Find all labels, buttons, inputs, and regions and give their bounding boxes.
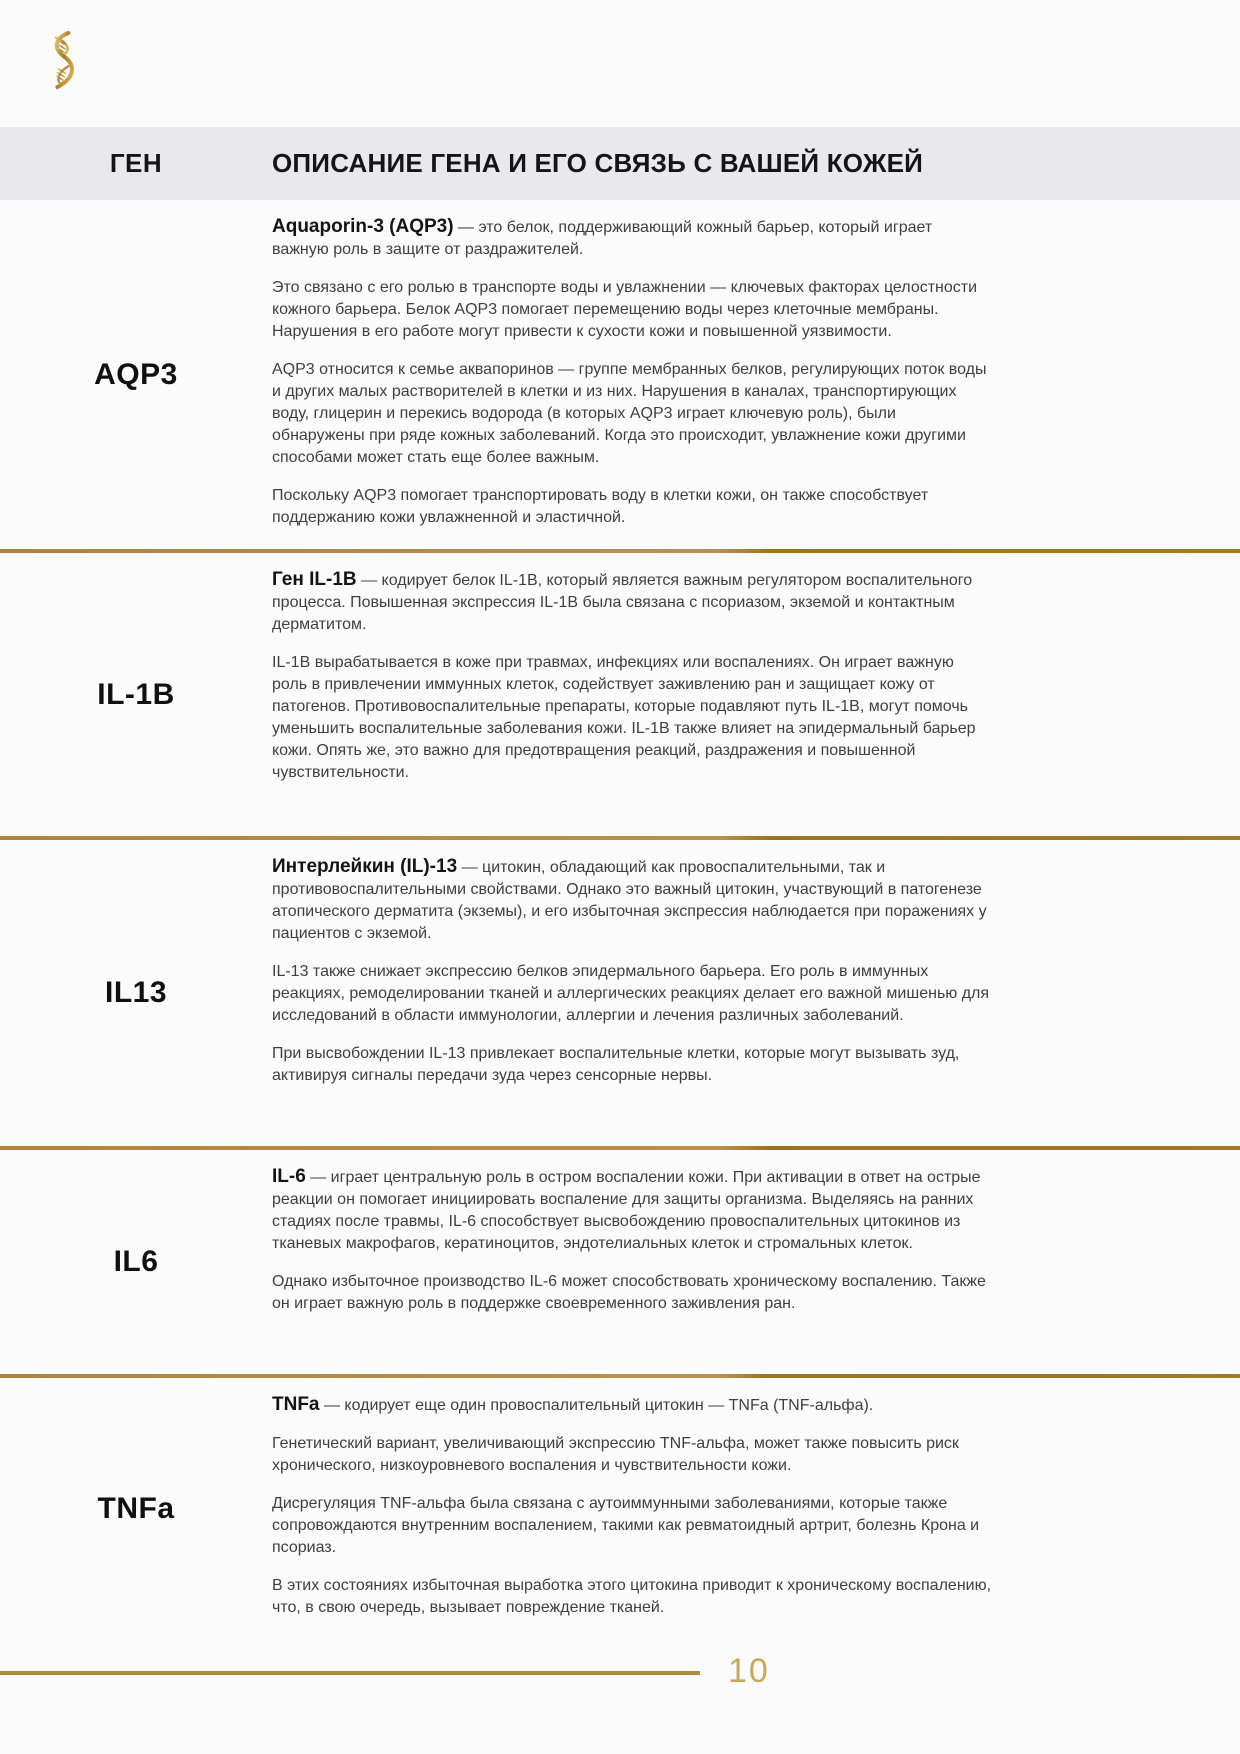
gene-description-paragraph: Aquaporin-3 (AQP3) — это белок, поддерживающий кожный барьер, который играет важную роль в защите от раздражителей. [272,216,933,258]
gene-row-il1b [0,553,1240,840]
gene-description [272,840,992,1146]
gene-description-paragraph: Ген IL-1B — кодирует белок IL-1B, который является важным регулятором воспалительного процесса. Повышенная экспрессия IL-1B была связана с псориазом, экземой и контактным дерматитом. [272,569,973,633]
page-footer [0,1652,1240,1700]
gene-name-label: IL-1B [97,677,175,711]
gene-lead-text: Интерлейкин (IL)-13 [272,856,458,877]
gene-description-paragraph: При высвобождении IL-13 привлекает воспалительные клетки, которые могут вызывать зуд, активируя сигналы передачи зуда через сенсорные нервы. [272,1045,960,1084]
page-number: 10 [728,1652,770,1690]
gene-description-paragraph: IL-13 также снижает экспрессию белков эпидермального барьера. Его роль в иммунных реакциях, ремоделировании тканей и аллергических реакциях делает его важной мишенью для исследований в области иммунологии, аллергии и лечения различных заболеваний. [272,963,990,1024]
gene-name-label: IL6 [113,1245,159,1278]
gene-name-label: IL13 [104,976,168,1009]
gene-description-paragraph: Однако избыточное производство IL-6 может способствовать хроническому воспалению. Также он играет важную роль в поддержке своевременного заживления ран. [272,1273,986,1312]
gene-name-label: TNFa [97,1492,175,1525]
gene-description-paragraph: TNFa — кодирует еще один провоспалительный цитокин — TNFa (TNF-альфа). [272,1394,874,1415]
gene-description-paragraph: Поскольку AQP3 помогает транспортировать воду в клетки кожи, он также способствует поддержанию кожи увлажненной и эластичной. [272,487,929,526]
gene-row-il6 [0,1150,1240,1378]
gene-description-paragraph: AQP3 относится к семье аквапоринов — группе мембранных белков, регулирующих поток воды и других малых растворителей в клетки и из них. Нарушения в каналах, транспортирующих воду, глицерин и перекись водорода (в которых AQP3 играет ключевую роль), были обнаружены при ряде кожных заболеваний. Когда это происходит, увлажнение кожи другими способами может стать еще более важным. [272,361,987,466]
gene-description-paragraph: IL-6 — играет центральную роль в остром воспалении кожи. При активации в ответ на острые реакции он помогает инициировать воспаление для защиты организма. Выделяясь на ранних стадиях после травмы, IL-6 способствует высвобождению провоспалительных цитокинов из тканевых макрофагов, кератиноцитов, эндотелиальных клеток и стромальных клеток. [272,1166,981,1252]
table-header-gene: ГЕН [109,148,163,178]
gene-description [272,1378,992,1640]
gene-lead-text: Aquaporin-3 (AQP3) [272,216,454,237]
table-header [0,127,1240,200]
gene-row-il13 [0,840,1240,1150]
gene-description [272,1150,992,1374]
gene-table-body [0,200,1240,1640]
gene-description-paragraph: Генетический вариант, увеличивающий экспрессию TNF-альфа, может также повысить риск хронического, низкоуровневого воспаления и чувствительности кожи. [272,1435,959,1474]
gene-row-tnfa [0,1378,1240,1640]
gene-description-paragraph: IL-1B вырабатывается в коже при травмах, инфекциях или воспалениях. Он играет важную роль в привлечении иммунных клеток, содействует заживлению ран и защищает кожу от патогенов. Противовоспалительные препараты, которые подавляют путь IL-1B, могут помочь уменьшить воспалительные заболевания кожи. IL-1B также влияет на эпидермальный барьер кожи. Опять же, это важно для предотвращения реакций, раздражения и повышенной чувствительности. [272,654,976,781]
gene-lead-text: IL-6 [272,1166,306,1187]
gene-description-paragraph: Интерлейкин (IL)-13 — цитокин, обладающий как провоспалительными, так и противовоспалительными свойствами. Однако это важный цитокин, участвующий в патогенезе атопического дерматита (экземы), и его избыточная экспрессия наблюдается при поражениях у пациентов с экземой. [272,856,987,942]
gene-row-aqp3 [0,200,1240,553]
gene-description-paragraph: Дисрегуляция TNF-альфа была связана с аутоиммунными заболеваниями, которые также сопровождаются внутренним воспалением, такими как ревматоидный артрит, болезнь Крона и псориаз. [272,1495,980,1556]
table-header-description: ОПИСАНИЕ ГЕНА И ЕГО СВЯЗЬ С ВАШЕЙ КОЖЕЙ [272,148,923,178]
gene-lead-text: TNFa [272,1394,320,1415]
gene-description [272,200,992,549]
gene-description-paragraph: В этих состояниях избыточная выработка этого цитокина приводит к хроническому воспалению, что, в свою очередь, вызывает повреждение тканей. [272,1577,992,1616]
footer-divider-line [0,1671,700,1675]
gene-name-label: AQP3 [94,357,178,391]
dna-helix-icon [44,30,80,90]
gene-description-paragraph: Это связано с его ролью в транспорте воды и увлажнении — ключевых факторах целостности кожного барьера. Белок AQP3 помогает перемещению воды через клеточные мембраны. Нарушения в его работе могут привести к сухости кожи и повышенной уязвимости. [272,279,978,340]
gene-lead-text: Ген IL-1B [272,569,357,590]
gene-description [272,553,992,836]
